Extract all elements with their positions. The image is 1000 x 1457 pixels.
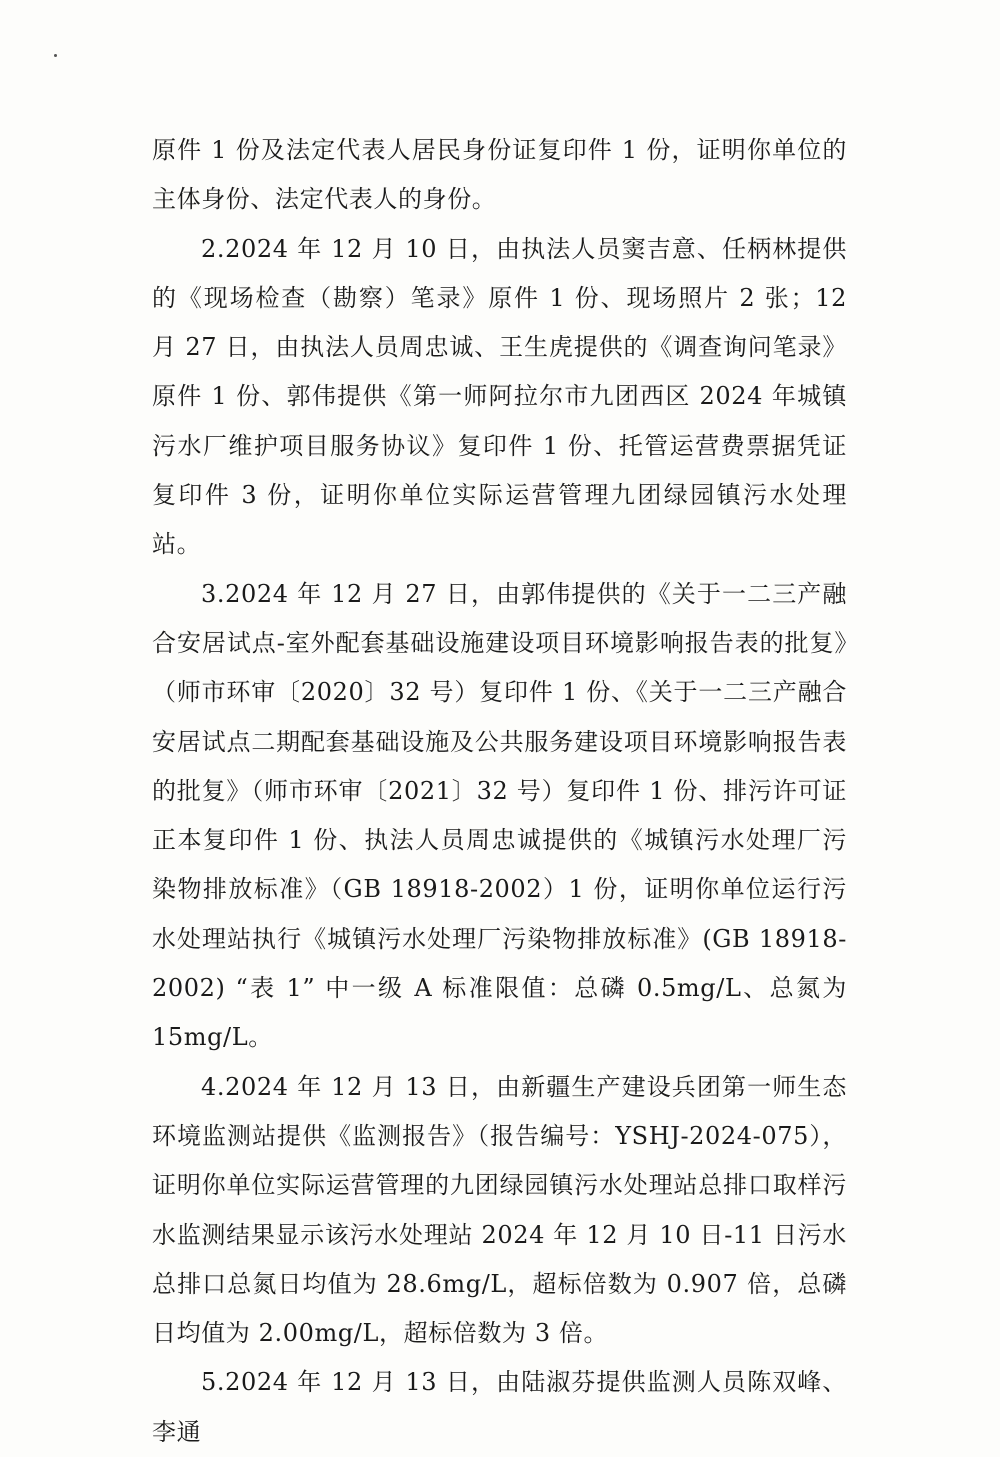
paragraph-continuation: 原件 1 份及法定代表人居民身份证复印件 1 份，证明你单位的主体身份、法定代表人的身份。 [152,136,847,214]
paragraph-item-4: 4.2024 年 12 月 13 日，由新疆生产建设兵团第一师生态环境监测站提供《监测报告》（报告编号：YSHJ-2024-075），证明你单位实际运营管理的九团绿园镇污水处理站总排口取样污水监测结果显示该污水处理站 2024 年 12 月 10 日-11 日污水总排口总氮日均值为 28.6mg/L，超标倍数为 0.907 倍，总磷日均值为 2.00mg/L，超标倍数为 3 倍。 [152,1072,847,1348]
scan-speck [54,54,57,57]
document-body [152,126,847,1457]
paragraph-item-5: 5.2024 年 12 月 13 日，由陆淑芬提供监测人员陈双峰、李通 [152,1368,847,1446]
paragraph-item-3: 3.2024 年 12 月 27 日，由郭伟提供的《关于一二三产融合安居试点-室外配套基础设施建设项目环境影响报告表的批复》（师市环审〔2020〕32 号）复印件 1 份、《关于一二三产融合安居试点二期配套基础设施及公共服务建设项目环境影响报告表的批复》（师市环审〔2021〕32 号）复印件 1 份、排污许可证正本复印件 1 份、执法人员周忠诚提供的《城镇污水处理厂污染物排放标准》（GB 18918-2002）1 份，证明你单位运行污水处理站执行《城镇污水处理厂污染物排放标准》(GB 18918-2002) “表 1” 中一级 A 标准限值：总磷 0.5mg/L、总氮为 15mg/L。 [152,579,847,1052]
paragraph-item-2: 2.2024 年 12 月 10 日，由执法人员窦吉意、任柄林提供的《现场检查（勘察）笔录》原件 1 份、现场照片 2 张；12 月 27 日，由执法人员周忠诚、王生虎提供的《调查询问笔录》原件 1 份、郭伟提供《第一师阿拉尔市九团西区 2024 年城镇污水厂维护项目服务协议》复印件 1 份、托管运营费票据凭证复印件 3 份，证明你单位实际运营管理九团绿园镇污水处理站。 [152,234,847,559]
